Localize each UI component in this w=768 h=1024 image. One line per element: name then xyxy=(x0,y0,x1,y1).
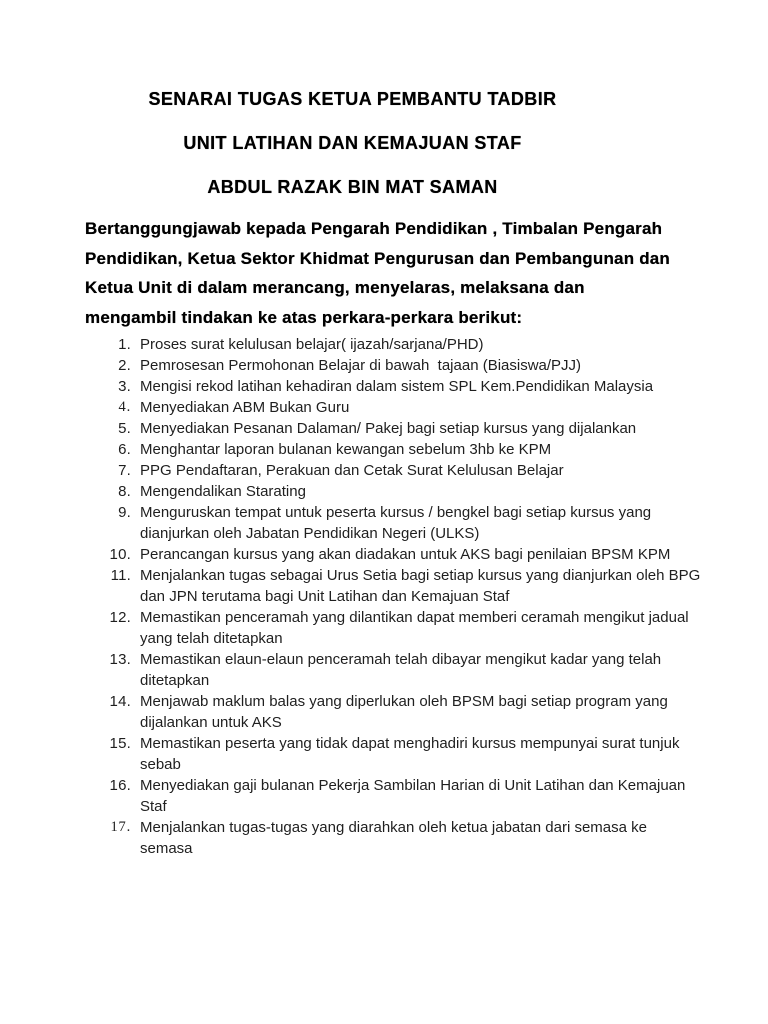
list-item-text xyxy=(140,544,670,565)
list-item xyxy=(103,565,768,607)
list-item xyxy=(103,355,768,376)
list-item-line: Menyediakan Pesanan Dalaman/ Pakej bagi setiap kursus yang dijalankan xyxy=(140,420,637,437)
list-item-number: 15. xyxy=(109,735,131,752)
list-item xyxy=(103,334,768,355)
list-item-line: dianjurkan oleh Jabatan Pendidikan Negeri (ULKS) xyxy=(140,525,480,542)
list-item-line: Menjalankan tugas sebagai Urus Setia bagi setiap kursus yang dianjurkan oleh BPG xyxy=(140,567,701,584)
list-item-line: Mengisi rekod latihan kehadiran dalam sistem SPL Kem.Pendidikan Malaysia xyxy=(140,378,654,395)
list-item-line: PPG Pendaftaran, Perakuan dan Cetak Surat Kelulusan Belajar xyxy=(140,462,564,479)
list-item-number: 8. xyxy=(118,483,131,500)
list-item xyxy=(103,460,768,481)
list-item-line: yang telah ditetapkan xyxy=(140,630,283,647)
list-item-text xyxy=(140,565,700,607)
list-item-text xyxy=(140,775,685,817)
list-item xyxy=(103,733,768,775)
list-item-number: 5. xyxy=(118,420,131,437)
list-item-line: Menjalankan tugas-tugas yang diarahkan oleh ketua jabatan dari semasa ke xyxy=(140,819,647,836)
list-item xyxy=(103,481,768,502)
list-item-text xyxy=(140,817,647,859)
list-item-number: 7. xyxy=(118,462,131,479)
list-item-number: 16. xyxy=(109,777,131,794)
list-item xyxy=(103,376,768,397)
list-item-text xyxy=(140,439,551,460)
list-item xyxy=(103,649,768,691)
list-item-text xyxy=(140,733,679,775)
list-item-number: 4. xyxy=(118,399,131,415)
list-item-line: Menyediakan ABM Bukan Guru xyxy=(140,399,350,416)
list-item-number: 10. xyxy=(109,546,131,563)
list-item-line: Memastikan elaun-elaun penceramah telah dibayar mengikut kadar yang telah xyxy=(140,651,662,668)
list-item-text xyxy=(140,481,306,502)
page-title: SENARAI TUGAS KETUA PEMBANTU TADBIR xyxy=(148,89,557,109)
list-item-text xyxy=(140,502,651,544)
list-item-number: 6. xyxy=(118,441,131,458)
intro-line: Pendidikan, Ketua Sektor Khidmat Pengurusan dan Pembangunan dan xyxy=(85,248,671,268)
list-item xyxy=(103,775,768,817)
list-item-number: 11. xyxy=(110,567,131,584)
list-item-line: Pemrosesan Permohonan Belajar di bawah tajaan (Biasiswa/PJJ) xyxy=(140,357,582,374)
list-item-line: Menguruskan tempat untuk peserta kursus / bengkel bagi setiap kursus yang xyxy=(140,504,652,521)
intro-line: Ketua Unit di dalam merancang, menyelaras, melaksana dan xyxy=(85,278,585,297)
list-item-line: Menyediakan gaji bulanan Pekerja Sambilan Harian di Unit Latihan dan Kemajuan xyxy=(140,777,686,794)
list-item xyxy=(103,691,768,733)
list-item-line: Mengendalikan Starating xyxy=(140,483,306,500)
list-item xyxy=(103,817,768,859)
list-item-text xyxy=(140,607,689,649)
page-subtitle-unit: UNIT LATIHAN DAN KEMAJUAN STAF xyxy=(183,133,522,153)
list-item-line: Perancangan kursus yang akan diadakan untuk AKS bagi penilaian BPSM KPM xyxy=(140,546,671,563)
list-item-text xyxy=(140,397,349,418)
list-item-line: dan JPN terutama bagi Unit Latihan dan Kemajuan Staf xyxy=(140,588,510,605)
list-item-line: Menghantar laporan bulanan kewangan sebelum 3hb ke KPM xyxy=(140,441,552,458)
page-subtitle-name: ABDUL RAZAK BIN MAT SAMAN xyxy=(207,177,498,197)
list-item-line: Menjawab maklum balas yang diperlukan oleh BPSM bagi setiap program yang xyxy=(140,693,668,710)
list-item xyxy=(103,502,768,544)
list-item-number: 14. xyxy=(109,693,131,710)
list-item-text xyxy=(140,418,636,439)
intro-line: Bertanggungjawab kepada Pengarah Pendidikan , Timbalan Pengarah xyxy=(85,219,663,238)
list-item-line: Proses surat kelulusan belajar( ijazah/sarjana/PHD) xyxy=(140,336,484,353)
list-item xyxy=(103,397,768,418)
intro-line: mengambil tindakan ke atas perkara-perkara berikut: xyxy=(85,307,523,327)
list-item-number: 13. xyxy=(109,651,131,668)
list-item-line: Staf xyxy=(140,798,167,815)
list-item-number: 1. xyxy=(118,336,131,353)
list-item-line: sebab xyxy=(140,756,181,773)
list-item-line: dijalankan untuk AKS xyxy=(140,714,282,731)
list-item-text xyxy=(140,355,581,376)
list-item xyxy=(103,544,768,565)
list-item-line: Memastikan peserta yang tidak dapat menghadiri kursus mempunyai surat tunjuk xyxy=(140,735,680,752)
document-header xyxy=(85,88,620,198)
list-item-number: 12. xyxy=(109,609,131,626)
list-item-text xyxy=(140,649,661,691)
list-item-text xyxy=(140,691,668,733)
list-item-number: 17. xyxy=(110,819,131,835)
list-item-text xyxy=(140,376,653,397)
list-item xyxy=(103,439,768,460)
list-item-line: semasa xyxy=(140,840,193,857)
list-item xyxy=(103,418,768,439)
list-item-number: 3. xyxy=(118,378,131,395)
list-item-text xyxy=(140,460,564,481)
list-item xyxy=(103,607,768,649)
list-item-line: Memastikan penceramah yang dilantikan dapat memberi ceramah mengikut jadual xyxy=(140,609,689,626)
list-item-number: 2. xyxy=(118,357,131,374)
duties-list xyxy=(103,334,768,859)
list-item-line: ditetapkan xyxy=(140,672,210,689)
list-item-text xyxy=(140,334,484,355)
list-item-number: 9. xyxy=(118,504,131,521)
intro-paragraph xyxy=(85,214,705,332)
